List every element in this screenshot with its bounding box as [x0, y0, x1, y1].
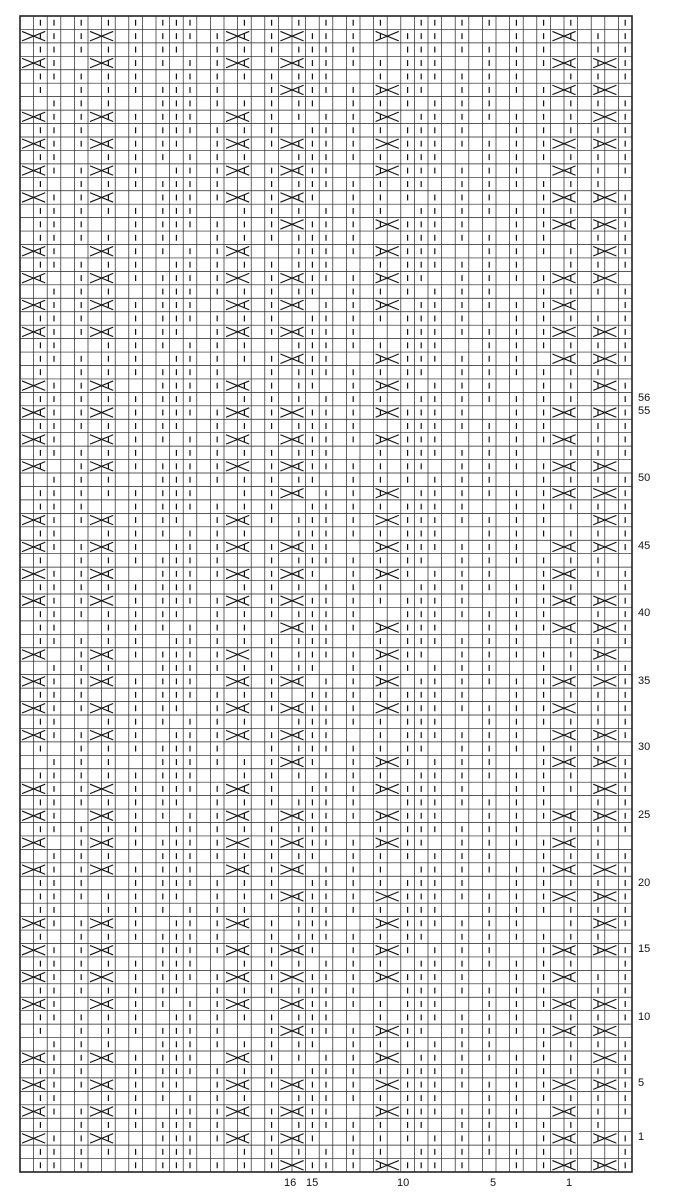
row-number-label: 55 — [638, 405, 651, 417]
column-number-label: 16 — [284, 1177, 297, 1189]
row-number-label: 45 — [638, 540, 651, 552]
row-number-label: 15 — [638, 943, 651, 955]
column-number-label: 10 — [397, 1177, 410, 1189]
row-number-label: 5 — [638, 1077, 645, 1089]
column-number-label: 5 — [490, 1177, 497, 1189]
row-number-label: 20 — [638, 877, 651, 889]
row-number-label: 30 — [638, 741, 651, 753]
column-number-label: 1 — [566, 1177, 573, 1189]
row-number-label: 1 — [638, 1131, 645, 1143]
row-number-label: 10 — [638, 1011, 651, 1023]
row-number-label: 40 — [638, 607, 651, 619]
row-number-label: 56 — [638, 392, 651, 404]
row-number-label: 35 — [638, 675, 651, 687]
row-number-label: 25 — [638, 809, 651, 821]
column-number-label: 15 — [306, 1177, 319, 1189]
row-number-label: 50 — [638, 472, 651, 484]
